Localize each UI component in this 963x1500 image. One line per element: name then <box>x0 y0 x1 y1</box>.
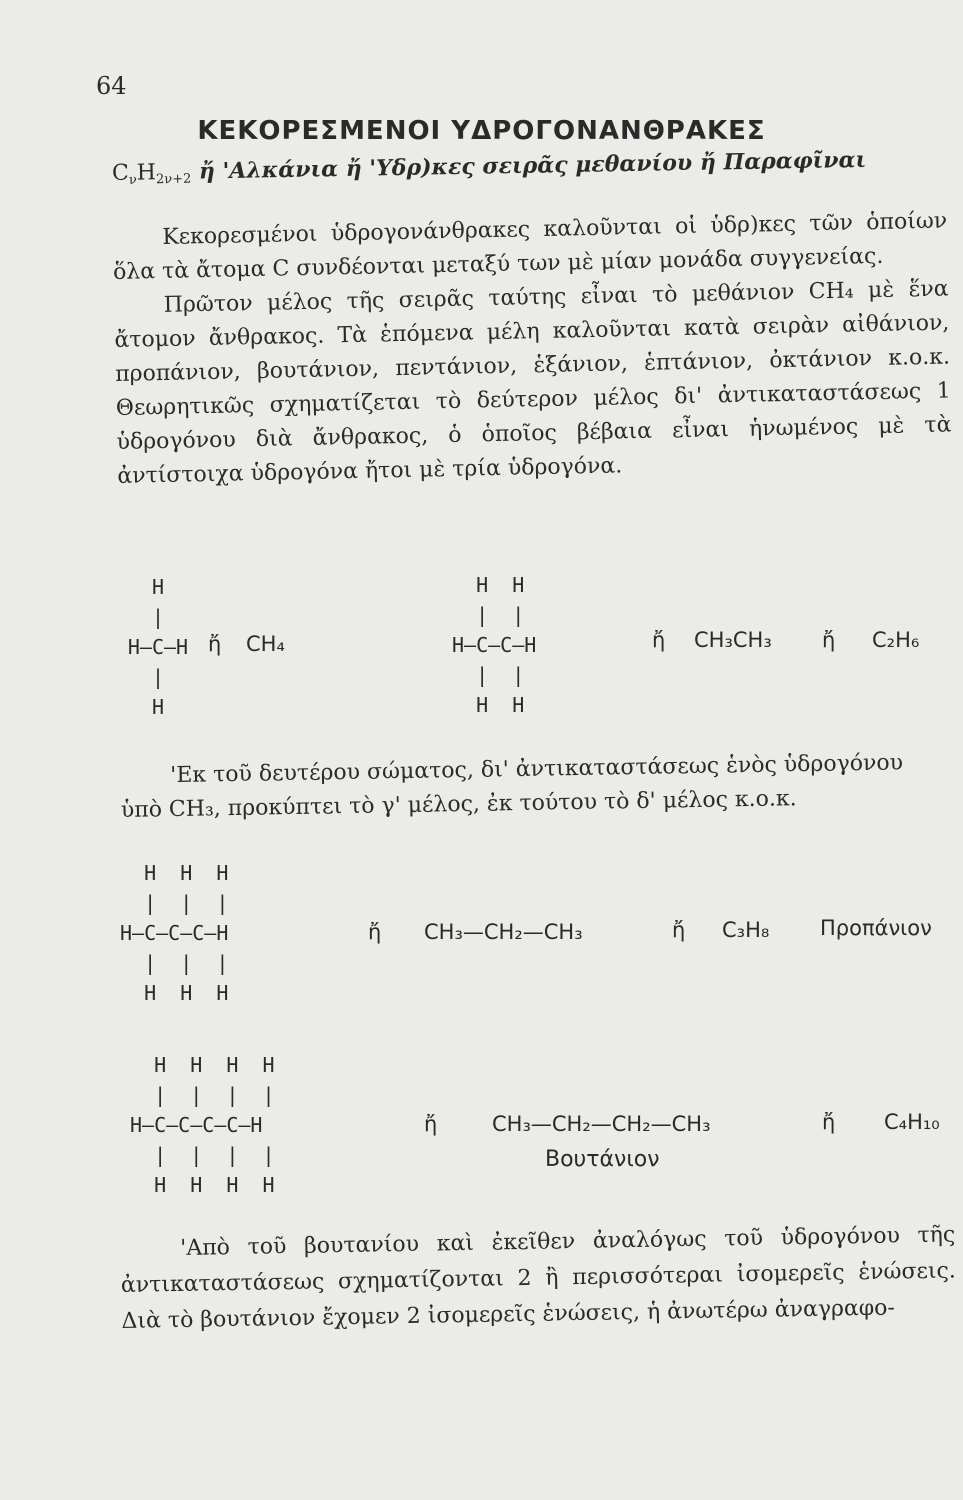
methane-structure: H | H—C—H | H <box>127 575 189 719</box>
butane-molecular-formula: C₄H₁₀ <box>884 1110 940 1134</box>
butane-condensed-formula: CH₃—CH₂—CH₂—CH₃ <box>492 1112 711 1136</box>
butane-or-2: ἤ <box>822 1110 836 1134</box>
chapter-title: ΚΕΚΟΡΕΣΜΕΝΟΙ ΥΔΡΟΓΟΝΑΝΘΡΑΚΕΣ <box>197 116 766 146</box>
subtitle-text: ἤ 'Αλκάνια ἤ 'Υδρ)κες σειρᾶς μεθανίου ἤ Παραφῖναι <box>198 146 867 185</box>
propane-condensed-formula: CH₃—CH₂—CH₃ <box>424 920 583 944</box>
ethane-molecular-formula: C₂H₆ <box>872 628 920 652</box>
ethane-or-1: ἤ <box>652 628 666 652</box>
ethane-or-2: ἤ <box>822 628 836 652</box>
closing-paragraph: 'Απὸ τοῦ βουτανίου καὶ ἐκεῖθεν ἀναλόγως τοῦ ὑδρογόνου τῆς ἀντικαταστάσεως σχηματίζονται 2 ἢ περισσότεραι ἰσομερεῖς ἑνώσεις. Διὰ τὸ βουτάνιον ἔχομεν 2 ἰσομερεῖς ἑνώσεις, ἡ ἀνωτέρω ἀναγραφο- <box>120 1222 957 1334</box>
ethane-structure: H H | | H—C—C—H | | H H <box>452 573 537 717</box>
intro-paragraph-1: Κεκορεσμένοι ὑδρογονάνθρακες καλοῦνται οἱ ὑδρ)κες τῶν ὁποίων ὅλα τὰ ἄτομα C συνδέονται μεταξύ των μὲ μίαν μονάδα συγγενείας. <box>112 208 948 285</box>
page-number: 64 <box>96 72 127 100</box>
propane-or-2: ἤ <box>672 918 686 942</box>
propane-structure: H H H | | | H—C—C—C—H | | | H H H <box>120 861 229 1005</box>
chapter-subtitle <box>112 145 952 188</box>
intro-text <box>112 205 953 494</box>
middle-paragraph: 'Εκ τοῦ δευτέρου σώματος, δι' ἀντικαταστάσεως ἑνὸς ὑδρογόνου ὑπὸ CH₃, προκύπτει τὸ γ' μέλος, ἐκ τούτου τὸ δ' μέλος κ.ο.κ. <box>120 750 904 823</box>
propane-name: Προπάνιον <box>820 916 932 940</box>
ethane-condensed-formula: CH₃CH₃ <box>694 628 772 652</box>
general-formula: $C_\nu H_{2\nu+2}$ <box>111 160 192 188</box>
butane-or-1: ἤ <box>424 1112 438 1136</box>
butane-name: Βουτάνιον <box>545 1147 660 1172</box>
propane-molecular-formula: C₃H₈ <box>722 918 770 942</box>
middle-text <box>120 746 951 828</box>
intro-paragraph-2: Πρῶτον μέλος τῆς σειρᾶς ταύτης εἶναι τὸ μεθάνιον CH₄ μὲ ἕνα ἄτομον ἄνθρακος. Τὰ ἑπόμενα μέλη καλοῦνται κατὰ σειρὰν αἰθάνιον, προπάνιον, βουτάνιον, πεντάνιον, ἑξάνιον, ἑπτάνιον, ὀκτάνιον κ.ο.κ. Θεωρητικῶς σχηματίζεται τὸ δεύτερον μέλος δι' ἀντικαταστάσεως 1 ὑδρογόνου διὰ ἄνθρακος, ὁ ὁποῖος βέβαια εἶναι ἡνωμένος μὲ τὰ ἀντίστοιχα ὑδρογόνα ἤτοι μὲ τρία ὑδρογόνα. <box>114 276 952 489</box>
methane-formula: CH₄ <box>246 632 285 656</box>
propane-or-1: ἤ <box>368 920 382 944</box>
closing-text <box>120 1217 957 1340</box>
butane-structure: H H H H | | | | H—C—C—C—C—H | | | | H H H H <box>130 1053 275 1197</box>
methane-or: ἤ <box>208 632 222 656</box>
